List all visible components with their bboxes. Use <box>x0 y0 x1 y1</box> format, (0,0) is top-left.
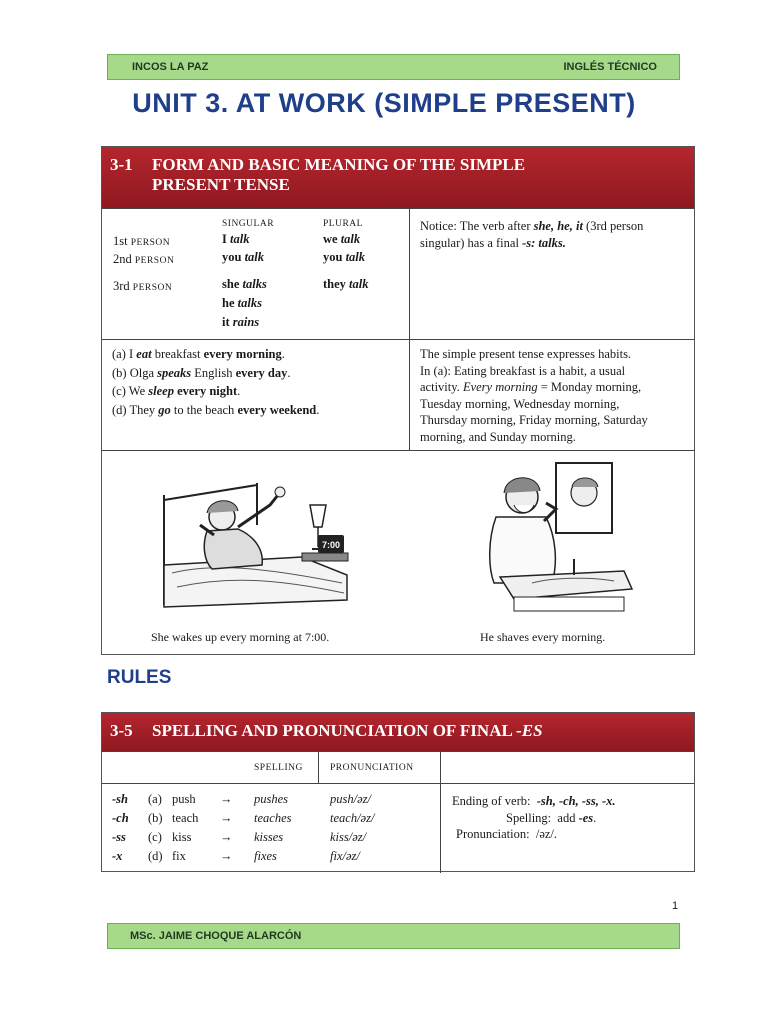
singular-third-it: it rains <box>222 315 260 329</box>
example-list <box>112 346 319 418</box>
page-title: UNIT 3. AT WORK (SIMPLE PRESENT) <box>132 88 636 118</box>
row-arrow: → <box>220 811 233 825</box>
row-spelling: fixes <box>254 849 277 863</box>
footer-bar <box>107 923 680 949</box>
institution-name: INCOS LA PAZ <box>132 61 209 73</box>
column-divider <box>409 340 410 450</box>
row-arrow: → <box>220 792 233 806</box>
row-word: push <box>172 792 196 806</box>
singular-third-he: he talks <box>222 296 262 310</box>
chart-number: 3-5 <box>110 721 133 740</box>
author-name: MSc. JAIME CHOQUE ALARCÓN <box>130 930 302 942</box>
singular-first: I talk <box>222 232 250 246</box>
row-spelling: kisses <box>254 830 284 844</box>
chart-3-5-header <box>102 713 694 751</box>
plural-second: you talk <box>323 250 366 264</box>
row-word: teach <box>172 811 199 825</box>
row-ending: -ss <box>112 830 126 844</box>
notice-text: Notice: The verb after she, he, it (3rd person singular) has a final -s: talks. <box>420 219 644 250</box>
caption-wakes-up: She wakes up every morning at 7:00. <box>151 630 330 644</box>
singular-second: you talk <box>222 250 265 264</box>
row-pron: teach/əz/ <box>330 811 375 825</box>
explanation-text: The simple present tense expresses habits. In (a): Eating breakfast is a habit, a usual activity. Every morning = Monday morning, Tuesday morning, Wednesday morning, Thursday morning, Friday morning, Saturday morning, and Sunday morning. <box>420 347 648 444</box>
chart-3-1 <box>101 146 695 655</box>
chart-title-line2: PRESENT TENSE <box>152 175 290 194</box>
row-label: (c) <box>148 830 162 844</box>
chart-3-5 <box>101 712 695 872</box>
page-number: 1 <box>672 900 679 912</box>
row-pron: push/əz/ <box>330 792 371 806</box>
rules-heading: RULES <box>107 667 172 688</box>
row-arrow: → <box>220 849 233 863</box>
caption-shaves: He shaves every morning. <box>480 630 606 644</box>
spelling-note <box>452 793 616 843</box>
singular-third-she: she talks <box>222 277 267 291</box>
row-spelling: teaches <box>254 811 292 825</box>
row-ending: -sh <box>112 792 128 806</box>
row-pron: fix/əz/ <box>330 849 360 863</box>
note-ending: Ending of verb: -sh, -ch, -ss, -x. <box>452 794 616 808</box>
row-spelling: pushes <box>254 792 289 806</box>
examples-row <box>102 339 694 450</box>
row-ending: -x <box>112 849 123 863</box>
third-person-label: 3rd PERSON <box>113 279 173 293</box>
note-spelling: Spelling: add -es. <box>506 810 597 825</box>
conjugation-row <box>102 208 694 339</box>
spelling-table-body <box>102 783 694 873</box>
spelling-table-header <box>102 751 694 783</box>
row-word: fix <box>172 849 186 863</box>
example-a: (a) I eat breakfast every morning. <box>112 347 285 361</box>
row-arrow: → <box>220 830 233 844</box>
example-c: (c) We sleep every night. <box>112 384 241 398</box>
plural-third: they talk <box>323 277 369 291</box>
row-pron: kiss/əz/ <box>330 830 367 844</box>
chart-number: 3-1 <box>110 155 133 174</box>
clock-display: 7:00 <box>321 540 341 550</box>
woman-waking-illustration <box>152 465 362 615</box>
course-name: INGLÉS TÉCNICO <box>563 61 657 73</box>
row-word: kiss <box>172 830 192 844</box>
singular-header: SINGULAR <box>222 219 275 229</box>
row-label: (b) <box>148 811 163 825</box>
chart-3-1-header <box>102 147 694 208</box>
pronunciation-column-header: PRONUNCIATION <box>330 763 414 773</box>
chart-title: SPELLING AND PRONUNCIATION OF FINAL -ES <box>152 721 543 740</box>
example-d: (d) They go to the beach every weekend. <box>112 402 320 417</box>
row-label: (a) <box>148 792 162 806</box>
note-pronunciation: Pronunciation: /əz/. <box>456 827 558 841</box>
chart-title-line1: FORM AND BASIC MEANING OF THE SIMPLE <box>152 155 526 174</box>
plural-header: PLURAL <box>323 219 363 229</box>
second-person-label: 2nd PERSON <box>113 252 175 266</box>
chart-title <box>152 155 525 195</box>
row-label: (d) <box>148 849 163 863</box>
spelling-column-header: SPELLING <box>254 763 303 773</box>
header-bar <box>107 54 680 80</box>
column-divider <box>409 209 410 339</box>
illustration-row <box>102 450 694 656</box>
plural-first: we talk <box>323 232 361 246</box>
first-person-label: 1st PERSON <box>113 234 171 248</box>
example-b: (b) Olga speaks English every day. <box>112 365 291 380</box>
row-ending: -ch <box>112 811 129 825</box>
man-shaving-illustration <box>474 459 634 615</box>
